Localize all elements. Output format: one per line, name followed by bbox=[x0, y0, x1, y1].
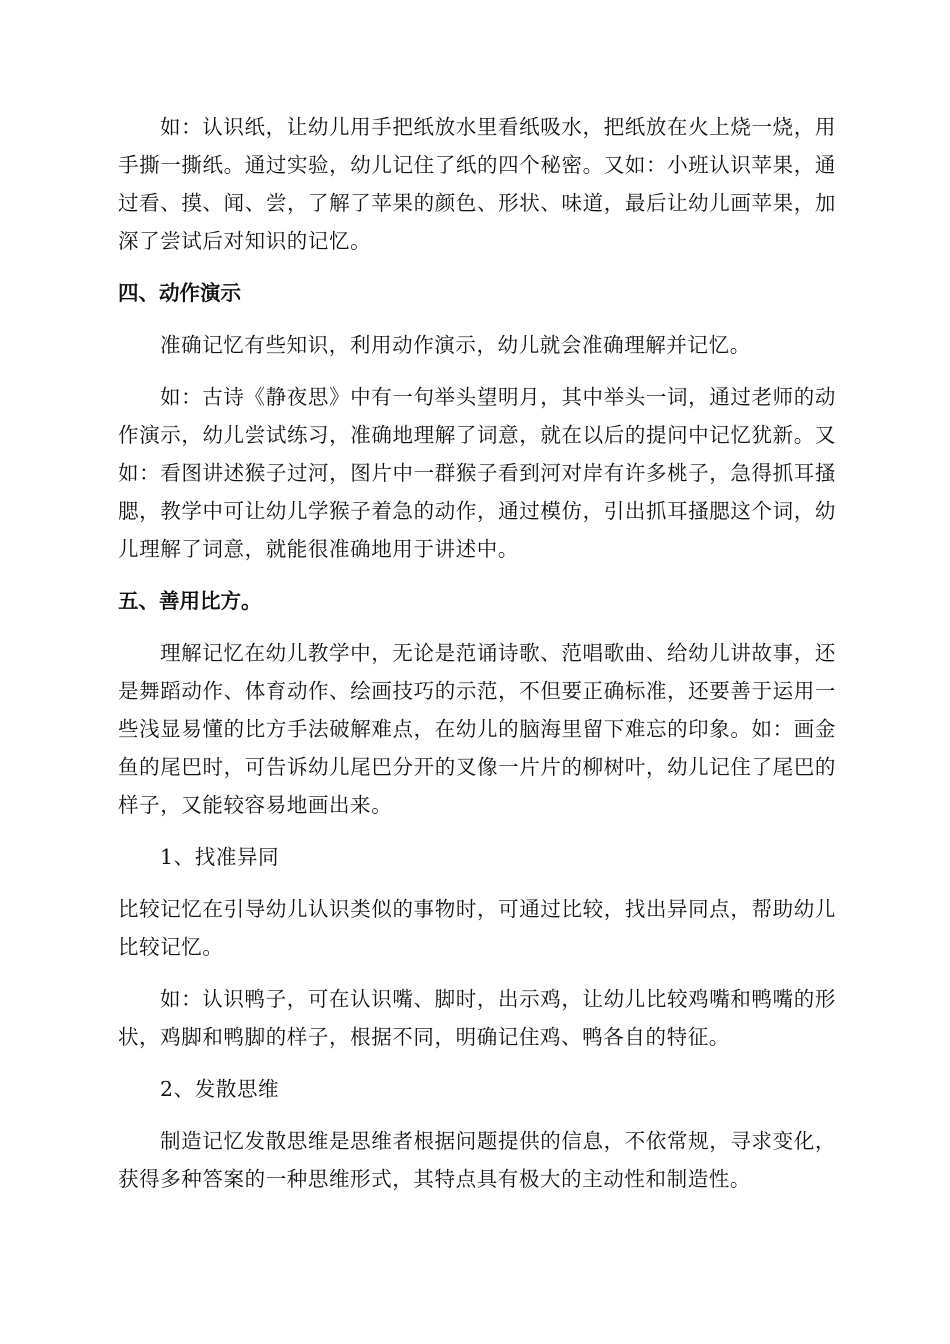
paragraph-metaphor-memory: 理解记忆在幼儿教学中，无论是范诵诗歌、范唱歌曲、给幼儿讲故事，还是舞蹈动作、体育动作、绘画技巧的示范，不但要正确标准，还要善于运用一些浅显易懂的比方手法破解难点，在幼儿的脑海里留下难忘的印象。如：画金鱼的尾巴时，可告诉幼儿尾巴分开的叉像一片片的柳树叶，幼儿记住了尾巴的样子，又能较容易地画出来。 bbox=[118, 641, 836, 817]
paragraph-duck-chicken-example: 如：认识鸭子，可在认识嘴、脚时，出示鸡，让幼儿比较鸡嘴和鸭嘴的形状，鸡脚和鸭脚的样子，根据不同，明确记住鸡、鸭各自的特征。 bbox=[118, 987, 836, 1049]
paragraph-comparison-memory: 比较记忆在引导幼儿认识类似的事物时，可通过比较，找出异同点，帮助幼儿比较记忆。 bbox=[118, 897, 836, 959]
section-heading-action-demo: 四、动作演示 bbox=[118, 281, 241, 305]
paragraph-action-demo-intro: 准确记忆有些知识，利用动作演示，幼儿就会准确理解并记忆。 bbox=[160, 333, 751, 357]
paragraph-paper-apple-example: 如：认识纸，让幼儿用手把纸放水里看纸吸水，把纸放在火上烧一烧，用手撕一撕纸。通过实验，幼儿记住了纸的四个秘密。又如：小班认识苹果，通过看、摸、闻、尝，了解了苹果的颜色、形状、味道，最后让幼儿画苹果，加深了尝试后对知识的记忆。 bbox=[118, 115, 836, 253]
subheading-find-differences: 1、找准异同 bbox=[160, 845, 280, 869]
paragraph-poem-monkey-example: 如：古诗《静夜思》中有一句举头望明月，其中举头一词，通过老师的动作演示，幼儿尝试练习，准确地理解了词意，就在以后的提问中记忆犹新。又如：看图讲述猴子过河，图片中一群猴子看到河对岸有许多桃子，急得抓耳搔腮，教学中可让幼儿学猴子着急的动作，通过模仿，引出抓耳搔腮这个词，幼儿理解了词意，就能很准确地用于讲述中。 bbox=[118, 385, 836, 561]
paragraph-divergent-thinking: 制造记忆发散思维是思维者根据问题提供的信息，不依常规，寻求变化，获得多种答案的一种思维形式，其特点具有极大的主动性和制造性。 bbox=[118, 1129, 836, 1191]
section-heading-metaphor: 五、善用比方。 bbox=[118, 589, 262, 613]
document-body bbox=[118, 108, 836, 1198]
subheading-divergent-thinking: 2、发散思维 bbox=[160, 1077, 280, 1101]
